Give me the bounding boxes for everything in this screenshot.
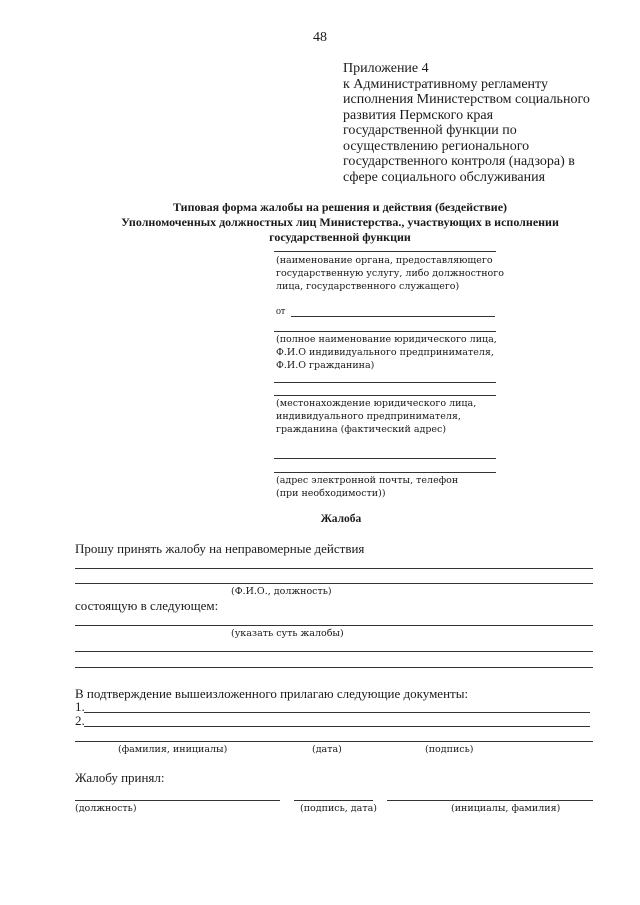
location-line-2[interactable] bbox=[274, 395, 496, 396]
signature-caption-name: (фамилия, инициалы) bbox=[118, 744, 228, 755]
appendix-line: к Административному регламенту bbox=[343, 76, 548, 92]
signature-line[interactable] bbox=[75, 741, 593, 742]
caption-line: (полное наименование юридического лица, bbox=[276, 334, 497, 345]
location-line-1[interactable] bbox=[274, 382, 496, 383]
form-title bbox=[70, 200, 610, 245]
appendix-line: осуществлению регионального bbox=[343, 138, 530, 154]
accept-caption-sign: (подпись, дата) bbox=[300, 803, 377, 814]
form-title-line: государственной функции bbox=[269, 230, 411, 244]
accept-name-line[interactable] bbox=[387, 800, 593, 801]
request-line-1[interactable] bbox=[75, 568, 593, 569]
form-title-line: Типовая форма жалобы на решения и действия (бездействие) bbox=[172, 200, 508, 214]
complaint-heading: Жалоба bbox=[320, 513, 362, 525]
item-line-2[interactable] bbox=[84, 726, 590, 727]
caption-line: лица, государственного служащего) bbox=[276, 280, 460, 292]
contact-line-1[interactable] bbox=[274, 458, 496, 459]
caption-line: Ф.И.О гражданина) bbox=[276, 359, 375, 371]
appendix-line: развития Пермского края bbox=[343, 107, 494, 123]
request-text: Прошу принять жалобу на неправомерные действия bbox=[75, 541, 365, 556]
essence-line[interactable] bbox=[75, 625, 593, 626]
appendix-line: исполнения Министерством социального bbox=[343, 92, 590, 107]
appendix-line: государственной функции по bbox=[343, 123, 517, 138]
caption-line: (местонахождение юридического лица, bbox=[276, 398, 477, 409]
from-line[interactable] bbox=[291, 316, 495, 317]
appendix-line: Приложение 4 bbox=[343, 61, 429, 76]
organ-caption bbox=[276, 255, 504, 293]
location-caption bbox=[276, 398, 476, 436]
accepted-text: Жалобу принял: bbox=[75, 770, 165, 785]
item-number-1: 1. bbox=[75, 699, 85, 714]
applicant-line[interactable] bbox=[274, 331, 496, 332]
caption-line: индивидуального предпринимателя, bbox=[276, 410, 461, 422]
attach-text: В подтверждение вышеизложенного прилагаю следующие документы: bbox=[75, 686, 469, 701]
accept-caption-position: (должность) bbox=[75, 803, 137, 814]
page-number: 48 bbox=[313, 30, 327, 45]
signature-caption-date: (дата) bbox=[312, 744, 342, 755]
caption-line: (наименование органа, предоставляющего bbox=[276, 255, 493, 266]
appendix-line: государственного контроля (надзора) в bbox=[343, 154, 575, 169]
appendix-line: сфере социального обслуживания bbox=[343, 169, 546, 185]
item-number-2: 2. bbox=[75, 713, 85, 728]
organ-name-line[interactable] bbox=[274, 251, 496, 252]
essence-line-3[interactable] bbox=[75, 667, 593, 668]
accept-position-line[interactable] bbox=[75, 800, 280, 801]
from-label: от bbox=[276, 306, 286, 317]
item-line-1[interactable] bbox=[84, 712, 590, 713]
caption-line: (адрес электронной почты, телефон bbox=[276, 475, 459, 486]
fio-caption: (Ф.И.О., должность) bbox=[231, 586, 332, 597]
request-line-2[interactable] bbox=[75, 583, 593, 584]
caption-line: Ф.И.О индивидуального предпринимателя, bbox=[276, 346, 494, 358]
caption-line: гражданина (фактический адрес) bbox=[276, 423, 447, 435]
contact-line-2[interactable] bbox=[274, 472, 496, 473]
accept-sign-line[interactable] bbox=[294, 800, 373, 801]
accept-caption-name: (инициалы, фамилия) bbox=[451, 803, 561, 814]
form-title-line: Уполномоченных должностных лиц Министерства., участвующих в исполнении bbox=[121, 215, 559, 229]
essence-line-2[interactable] bbox=[75, 651, 593, 652]
signature-caption-sign: (подпись) bbox=[425, 744, 474, 755]
caption-line: (при необходимости)) bbox=[276, 487, 386, 499]
essence-caption: (указать суть жалобы) bbox=[231, 628, 344, 639]
contact-caption bbox=[276, 475, 458, 501]
appendix-block bbox=[343, 61, 633, 185]
consisting-text: состоящую в следующем: bbox=[75, 598, 219, 613]
caption-line: государственную услугу, либо должностного bbox=[276, 267, 504, 279]
applicant-caption bbox=[276, 334, 497, 372]
